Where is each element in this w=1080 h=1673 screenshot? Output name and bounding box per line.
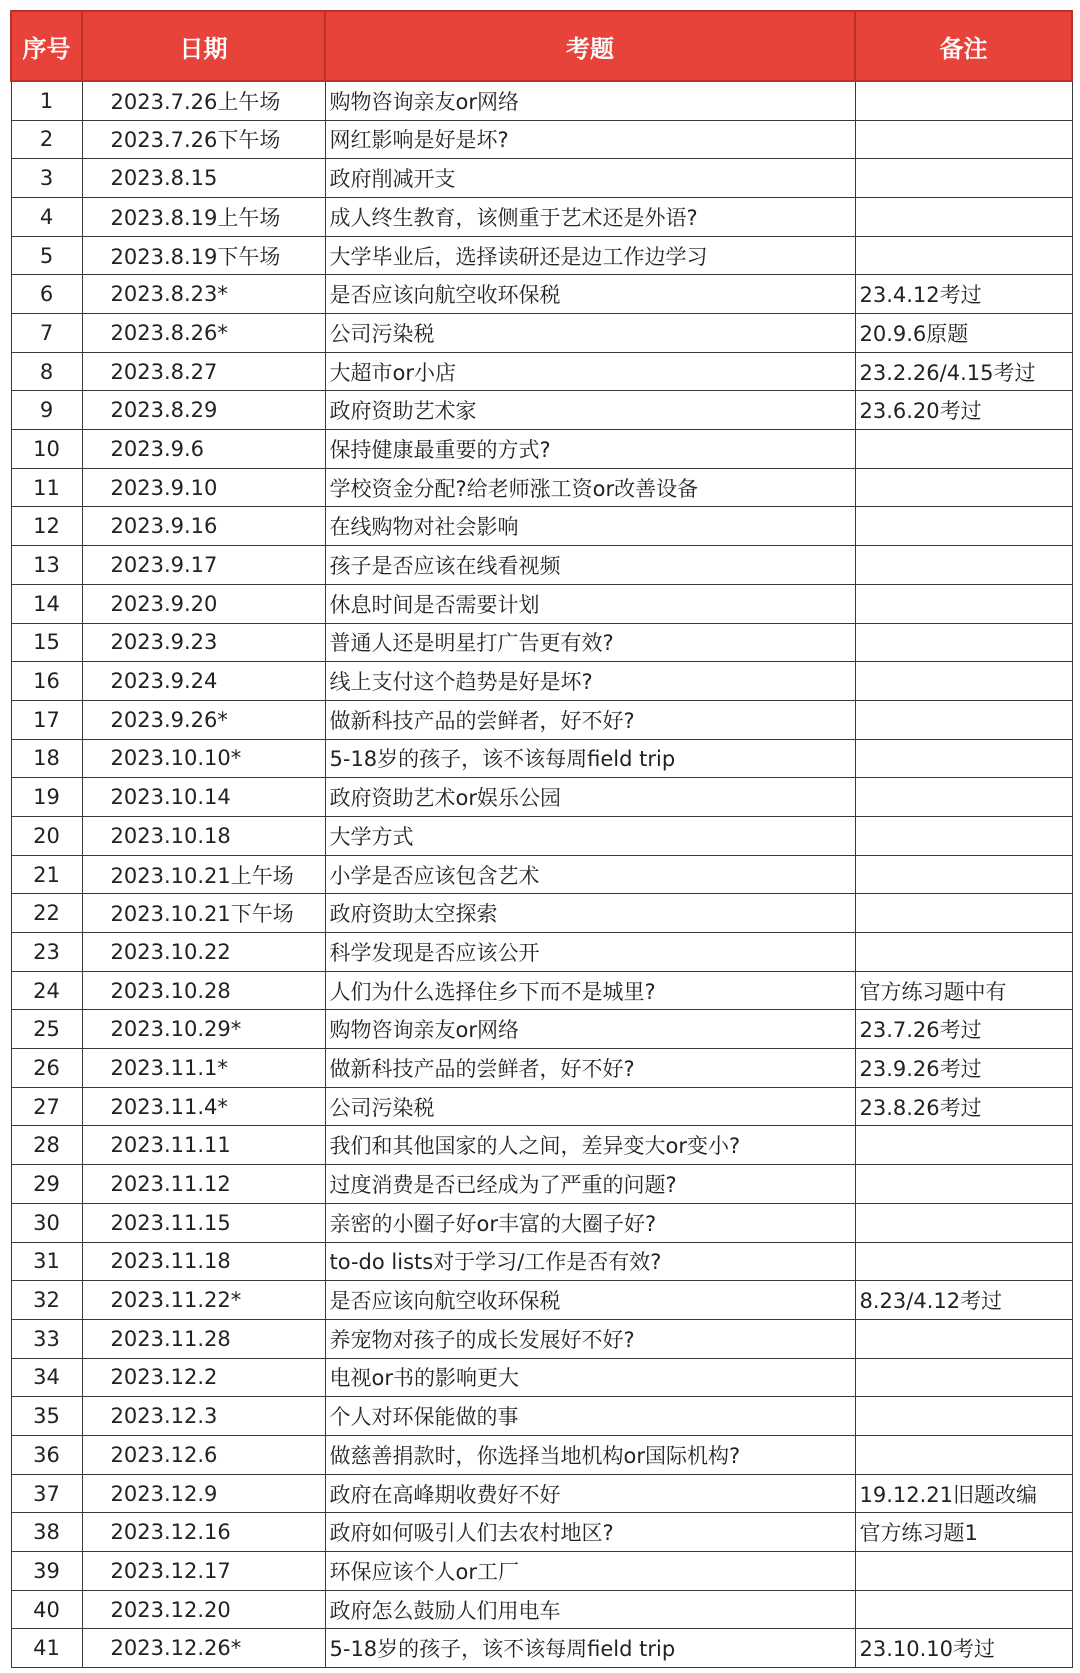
table-row [11,468,1072,507]
row-topic: 环保应该个人or工厂 [325,1552,855,1591]
row-note [855,1552,1072,1591]
row-number: 38 [11,1513,82,1552]
table-row [11,1010,1072,1049]
row-date: 2023.12.2 [82,1358,325,1397]
row-note [855,894,1072,933]
exam-topic-table-container [10,10,1071,1668]
row-topic: 公司污染税 [325,314,855,353]
header-date: 日期 [82,11,325,81]
row-topic: 科学发现是否应该公开 [325,933,855,972]
table-row [11,1203,1072,1242]
row-date: 2023.8.29 [82,391,325,430]
row-note [855,1435,1072,1474]
row-note [855,507,1072,546]
table-row [11,81,1072,120]
row-note [855,623,1072,662]
row-number: 21 [11,855,82,894]
row-number: 32 [11,1281,82,1320]
row-date: 2023.12.16 [82,1513,325,1552]
row-number: 5 [11,236,82,275]
row-number: 3 [11,159,82,198]
table-row [11,584,1072,623]
table-row [11,971,1072,1010]
table-row [11,391,1072,430]
row-note [855,1165,1072,1204]
row-number: 2 [11,120,82,159]
row-topic: 养宠物对孩子的成长发展好不好? [325,1319,855,1358]
table-row [11,1513,1072,1552]
row-note [855,159,1072,198]
row-date: 2023.12.26* [82,1629,325,1668]
table-row [11,894,1072,933]
row-note: 23.7.26考过 [855,1010,1072,1049]
row-date: 2023.10.29* [82,1010,325,1049]
row-note [855,855,1072,894]
row-number: 24 [11,971,82,1010]
row-note [855,120,1072,159]
table-row [11,352,1072,391]
row-note [855,1590,1072,1629]
row-note [855,430,1072,469]
table-row [11,236,1072,275]
row-number: 17 [11,700,82,739]
row-note: 23.9.26考过 [855,1049,1072,1088]
row-number: 20 [11,816,82,855]
table-row [11,1126,1072,1165]
row-number: 34 [11,1358,82,1397]
row-topic: 政府资助艺术or娱乐公园 [325,778,855,817]
row-number: 11 [11,468,82,507]
row-topic: 网红影响是好是坏? [325,120,855,159]
row-date: 2023.7.26上午场 [82,81,325,120]
exam-topic-table [10,10,1073,1668]
table-row [11,1049,1072,1088]
row-number: 30 [11,1203,82,1242]
row-topic: 线上支付这个趋势是好是坏? [325,662,855,701]
table-row [11,1242,1072,1281]
row-topic: 政府资助艺术家 [325,391,855,430]
row-number: 4 [11,197,82,236]
row-note [855,662,1072,701]
row-date: 2023.8.27 [82,352,325,391]
row-date: 2023.9.6 [82,430,325,469]
row-date: 2023.10.14 [82,778,325,817]
table-body [11,81,1072,1668]
row-date: 2023.11.4* [82,1087,325,1126]
row-note [855,739,1072,778]
row-date: 2023.9.17 [82,546,325,585]
table-row [11,1552,1072,1591]
header-number: 序号 [11,11,82,81]
row-topic: 购物咨询亲友or网络 [325,1010,855,1049]
row-topic: 学校资金分配?给老师涨工资or改善设备 [325,468,855,507]
table-row [11,623,1072,662]
row-number: 31 [11,1242,82,1281]
row-date: 2023.10.21上午场 [82,855,325,894]
row-topic: 大超市or小店 [325,352,855,391]
row-topic: 做慈善捐款时，你选择当地机构or国际机构? [325,1435,855,1474]
row-number: 9 [11,391,82,430]
row-note: 23.4.12考过 [855,275,1072,314]
row-note [855,1126,1072,1165]
row-note: 23.6.20考过 [855,391,1072,430]
row-note [855,546,1072,585]
row-number: 35 [11,1397,82,1436]
row-number: 39 [11,1552,82,1591]
row-topic: 大学方式 [325,816,855,855]
row-number: 1 [11,81,82,120]
row-topic: 个人对环保能做的事 [325,1397,855,1436]
row-note [855,1242,1072,1281]
row-number: 19 [11,778,82,817]
row-date: 2023.11.11 [82,1126,325,1165]
row-topic: 政府削减开支 [325,159,855,198]
row-date: 2023.8.19上午场 [82,197,325,236]
row-note [855,584,1072,623]
table-row [11,739,1072,778]
table-row [11,1397,1072,1436]
row-topic: 人们为什么选择住乡下而不是城里? [325,971,855,1010]
row-topic: 政府资助太空探索 [325,894,855,933]
row-date: 2023.8.23* [82,275,325,314]
row-note: 8.23/4.12考过 [855,1281,1072,1320]
row-note [855,700,1072,739]
row-date: 2023.10.10* [82,739,325,778]
row-number: 28 [11,1126,82,1165]
row-topic: 政府如何吸引人们去农村地区? [325,1513,855,1552]
row-number: 8 [11,352,82,391]
row-date: 2023.11.28 [82,1319,325,1358]
table-header-row [11,11,1072,81]
table-row [11,778,1072,817]
row-topic: 是否应该向航空收环保税 [325,1281,855,1320]
row-number: 16 [11,662,82,701]
row-number: 6 [11,275,82,314]
row-topic: 购物咨询亲友or网络 [325,81,855,120]
row-number: 37 [11,1474,82,1513]
row-note [855,1358,1072,1397]
row-note [855,1319,1072,1358]
row-number: 15 [11,623,82,662]
table-row [11,546,1072,585]
row-number: 41 [11,1629,82,1668]
row-date: 2023.12.3 [82,1397,325,1436]
row-topic: 政府在高峰期收费好不好 [325,1474,855,1513]
row-date: 2023.10.28 [82,971,325,1010]
table-row [11,275,1072,314]
row-topic: 电视or书的影响更大 [325,1358,855,1397]
row-topic: 成人终生教育，该侧重于艺术还是外语? [325,197,855,236]
table-row [11,120,1072,159]
table-row [11,197,1072,236]
table-row [11,1165,1072,1204]
row-topic: 孩子是否应该在线看视频 [325,546,855,585]
row-note [855,778,1072,817]
row-topic: 政府怎么鼓励人们用电车 [325,1590,855,1629]
table-row [11,1281,1072,1320]
row-number: 7 [11,314,82,353]
row-date: 2023.11.18 [82,1242,325,1281]
row-date: 2023.8.15 [82,159,325,198]
row-date: 2023.12.6 [82,1435,325,1474]
row-date: 2023.8.26* [82,314,325,353]
row-date: 2023.11.12 [82,1165,325,1204]
row-note [855,816,1072,855]
row-topic: 小学是否应该包含艺术 [325,855,855,894]
table-row [11,430,1072,469]
table-row [11,1474,1072,1513]
row-date: 2023.9.10 [82,468,325,507]
row-topic: 做新科技产品的尝鲜者，好不好? [325,1049,855,1088]
row-note [855,1203,1072,1242]
table-row [11,314,1072,353]
row-date: 2023.8.19下午场 [82,236,325,275]
row-note [855,81,1072,120]
table-row [11,933,1072,972]
row-note: 23.10.10考过 [855,1629,1072,1668]
row-topic: 5-18岁的孩子，该不该每周field trip [325,739,855,778]
row-date: 2023.12.17 [82,1552,325,1591]
row-topic: 普通人还是明星打广告更有效? [325,623,855,662]
row-date: 2023.12.9 [82,1474,325,1513]
row-topic: 做新科技产品的尝鲜者，好不好? [325,700,855,739]
row-number: 33 [11,1319,82,1358]
row-date: 2023.9.23 [82,623,325,662]
row-note [855,236,1072,275]
row-note: 23.2.26/4.15考过 [855,352,1072,391]
table-row [11,1435,1072,1474]
row-note [855,197,1072,236]
row-date: 2023.11.15 [82,1203,325,1242]
row-number: 23 [11,933,82,972]
row-date: 2023.10.18 [82,816,325,855]
row-date: 2023.10.22 [82,933,325,972]
table-row [11,1358,1072,1397]
row-note [855,933,1072,972]
row-number: 29 [11,1165,82,1204]
row-number: 14 [11,584,82,623]
row-topic: 过度消费是否已经成为了严重的问题? [325,1165,855,1204]
table-row [11,159,1072,198]
row-note: 19.12.21旧题改编 [855,1474,1072,1513]
row-topic: 保持健康最重要的方式? [325,430,855,469]
row-topic: 我们和其他国家的人之间，差异变大or变小? [325,1126,855,1165]
row-number: 27 [11,1087,82,1126]
row-date: 2023.9.20 [82,584,325,623]
row-date: 2023.7.26下午场 [82,120,325,159]
row-topic: 亲密的小圈子好or丰富的大圈子好? [325,1203,855,1242]
table-row [11,1319,1072,1358]
row-date: 2023.9.26* [82,700,325,739]
row-number: 40 [11,1590,82,1629]
row-date: 2023.9.16 [82,507,325,546]
row-topic: 公司污染税 [325,1087,855,1126]
header-note: 备注 [855,11,1072,81]
table-row [11,1629,1072,1668]
table-row [11,855,1072,894]
row-number: 13 [11,546,82,585]
row-topic: 休息时间是否需要计划 [325,584,855,623]
table-row [11,662,1072,701]
table-row [11,507,1072,546]
row-number: 25 [11,1010,82,1049]
table-row [11,1590,1072,1629]
table-row [11,700,1072,739]
row-topic: 大学毕业后，选择读研还是边工作边学习 [325,236,855,275]
table-row [11,816,1072,855]
row-number: 18 [11,739,82,778]
row-note: 官方练习题1 [855,1513,1072,1552]
row-date: 2023.11.22* [82,1281,325,1320]
row-topic: to-do lists对于学习/工作是否有效? [325,1242,855,1281]
row-note [855,468,1072,507]
row-note: 官方练习题中有 [855,971,1072,1010]
row-number: 12 [11,507,82,546]
row-number: 22 [11,894,82,933]
row-topic: 是否应该向航空收环保税 [325,275,855,314]
row-number: 26 [11,1049,82,1088]
row-topic: 5-18岁的孩子，该不该每周field trip [325,1629,855,1668]
row-note: 23.8.26考过 [855,1087,1072,1126]
row-note: 20.9.6原题 [855,314,1072,353]
table-row [11,1087,1072,1126]
row-date: 2023.12.20 [82,1590,325,1629]
row-number: 36 [11,1435,82,1474]
row-note [855,1397,1072,1436]
row-date: 2023.9.24 [82,662,325,701]
row-topic: 在线购物对社会影响 [325,507,855,546]
row-date: 2023.11.1* [82,1049,325,1088]
row-number: 10 [11,430,82,469]
row-date: 2023.10.21下午场 [82,894,325,933]
header-topic: 考题 [325,11,855,81]
